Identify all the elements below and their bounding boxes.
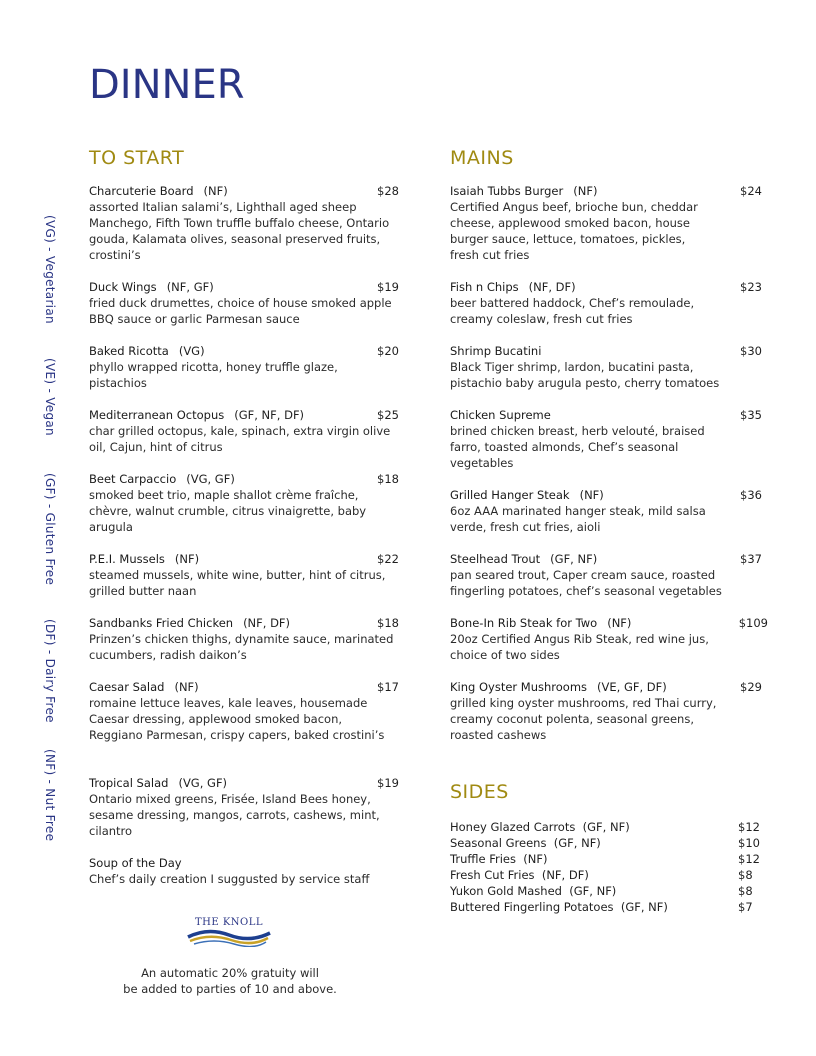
item-name: Truffle Fries xyxy=(450,852,516,866)
item-name: Fish n Chips xyxy=(450,280,519,294)
item-description: Certified Angus beef, brioche bun, cheddar cheese, applewood smoked bacon, house burger sauce, lettuce, tomatoes, pickles, fresh cut fries xyxy=(450,200,698,262)
item-tags: (NF) xyxy=(579,488,604,502)
item-name: Buttered Fingerling Potatoes xyxy=(450,900,614,914)
the-knoll-logo xyxy=(186,913,272,947)
item-tags: (GF, NF, DF) xyxy=(234,408,305,422)
to-start-heading: TO START xyxy=(89,147,185,169)
item-name: Mediterranean Octopus xyxy=(89,408,225,422)
item-name: Yukon Gold Mashed xyxy=(450,884,562,898)
item-name: Soup of the Day xyxy=(89,856,182,870)
menu-item xyxy=(89,183,399,263)
menu-item xyxy=(450,679,762,743)
item-name: Bone-In Rib Steak for Two xyxy=(450,616,598,630)
item-tags: (GF, NF) xyxy=(550,552,598,566)
side-item xyxy=(450,867,760,883)
menu-item xyxy=(450,615,768,663)
menu-item xyxy=(89,279,399,327)
menu-item xyxy=(89,343,399,391)
item-tags: (GF, NF) xyxy=(582,820,630,834)
menu-item xyxy=(89,471,399,535)
menu-item xyxy=(89,775,399,839)
item-price: $18 xyxy=(377,616,399,630)
item-description: steamed mussels, white wine, butter, hint of citrus, grilled butter naan xyxy=(89,568,386,598)
item-tags: (NF) xyxy=(203,184,228,198)
item-price: $25 xyxy=(377,408,399,422)
item-price: $18 xyxy=(377,472,399,486)
item-description: Black Tiger shrimp, lardon, bucatini pasta, pistachio baby arugula pesto, cherry tomatoes xyxy=(450,360,720,390)
item-price: $28 xyxy=(377,184,399,198)
item-description: 6oz AAA marinated hanger steak, mild salsa verde, fresh cut fries, aioli xyxy=(450,504,706,534)
item-description: romaine lettuce leaves, kale leaves, housemade Caesar dressing, applewood smoked bacon, Reggiano Parmesan, crispy capers, baked crostini’s xyxy=(89,696,385,742)
item-tags: (NF) xyxy=(607,616,632,630)
item-tags: (NF) xyxy=(174,680,199,694)
item-description: char grilled octopus, kale, spinach, extra virgin olive oil, Cajun, hint of citrus xyxy=(89,424,391,454)
menu-item xyxy=(450,487,762,535)
item-price: $35 xyxy=(740,408,762,422)
item-name: Isaiah Tubbs Burger xyxy=(450,184,564,198)
item-name: Duck Wings xyxy=(89,280,157,294)
item-tags: (VG) xyxy=(178,344,205,358)
item-tags: (VG, GF) xyxy=(178,776,228,790)
item-price: $109 xyxy=(738,616,768,630)
logo-text: THE KNOLL xyxy=(194,917,264,928)
page-title: DINNER xyxy=(89,62,245,108)
menu-item xyxy=(450,279,762,327)
menu-item xyxy=(89,679,399,743)
item-name: Fresh Cut Fries xyxy=(450,868,535,882)
item-name: Sandbanks Fried Chicken xyxy=(89,616,234,630)
side-item xyxy=(450,835,760,851)
item-name: King Oyster Mushrooms xyxy=(450,680,588,694)
item-name: Seasonal Greens xyxy=(450,836,547,850)
item-description: grilled king oyster mushrooms, red Thai curry, creamy coconut polenta, seasonal greens, roasted cashews xyxy=(450,696,717,742)
sides-list xyxy=(450,819,760,915)
item-description: assorted Italian salami’s, Lighthall aged sheep Manchego, Fifth Town truffle buffalo cheese, Ontario gouda, Kalamata olives, seasonal preserved fruits, crostini’s xyxy=(89,200,390,262)
item-description: smoked beet trio, maple shallot crème fraîche, chèvre, walnut crumble, citrus vinaigrette, baby arugula xyxy=(89,488,367,534)
item-name: Steelhead Trout xyxy=(450,552,541,566)
item-description: brined chicken breast, herb velouté, braised farro, toasted almonds, Chef’s seasonal vegetables xyxy=(450,424,705,470)
item-description: Prinzen’s chicken thighs, dynamite sauce, marinated cucumbers, radish daikon’s xyxy=(89,632,394,662)
item-name: Tropical Salad xyxy=(89,776,169,790)
item-tags: (NF, GF) xyxy=(166,280,214,294)
item-tags: (NF) xyxy=(573,184,598,198)
item-tags: (NF) xyxy=(174,552,200,566)
item-description: phyllo wrapped ricotta, honey truffle glaze, pistachios xyxy=(89,360,338,390)
item-tags: (GF, NF) xyxy=(620,900,668,914)
item-price: $37 xyxy=(740,552,762,566)
item-description: fried duck drumettes, choice of house smoked apple BBQ sauce or garlic Parmesan sauce xyxy=(89,296,392,326)
item-name: Baked Ricotta xyxy=(89,344,169,358)
legend-vegetarian: (VG) - Vegetarian xyxy=(43,215,57,324)
item-description: pan seared trout, Caper cream sauce, roasted fingerling potatoes, chef’s seasonal vegetables xyxy=(450,568,722,598)
menu-item xyxy=(450,183,762,263)
menu-item xyxy=(89,407,399,455)
side-item xyxy=(450,899,760,915)
menu-item xyxy=(89,551,399,599)
sides-heading: SIDES xyxy=(450,781,509,803)
item-name: Grilled Hanger Steak xyxy=(450,488,570,502)
item-description: beer battered haddock, Chef’s remoulade, creamy coleslaw, fresh cut fries xyxy=(450,296,695,326)
item-tags: (VG, GF) xyxy=(186,472,235,486)
item-price: $19 xyxy=(377,776,399,790)
gratuity-line-1: An automatic 20% gratuity will xyxy=(141,966,319,980)
item-name: Caesar Salad xyxy=(89,680,165,694)
gratuity-line-2: be added to parties of 10 and above. xyxy=(123,982,337,996)
side-item xyxy=(450,819,760,835)
item-price: $22 xyxy=(377,552,399,566)
item-price: $19 xyxy=(377,280,399,294)
side-item xyxy=(450,851,760,867)
item-name: Charcuterie Board xyxy=(89,184,194,198)
item-description: Ontario mixed greens, Frisée, Island Bees honey, sesame dressing, mangos, carrots, cashews, mint, cilantro xyxy=(89,792,380,838)
item-price: $23 xyxy=(740,280,762,294)
menu-item xyxy=(450,343,762,391)
item-price: $17 xyxy=(377,680,399,694)
item-price: $29 xyxy=(740,680,762,694)
item-name: Beet Carpaccio xyxy=(89,472,177,486)
legend-vegan: (VE) - Vegan xyxy=(43,358,57,436)
menu-item xyxy=(450,551,762,599)
menu-item xyxy=(89,615,399,663)
item-price: $12 xyxy=(738,820,760,834)
item-price: $8 xyxy=(738,884,753,898)
item-name: Chicken Supreme xyxy=(450,408,551,422)
item-price: $24 xyxy=(740,184,762,198)
item-tags: (NF, DF) xyxy=(528,280,576,294)
item-description: 20oz Certified Angus Rib Steak, red wine jus, choice of two sides xyxy=(450,632,709,662)
item-tags: (VE, GF, DF) xyxy=(597,680,667,694)
item-price: $20 xyxy=(377,344,399,358)
item-price: $7 xyxy=(738,900,753,914)
dietary-legend xyxy=(43,215,59,845)
item-name: P.E.I. Mussels xyxy=(89,552,165,566)
item-price: $30 xyxy=(740,344,762,358)
item-tags: (GF, NF) xyxy=(553,836,601,850)
item-name: Shrimp Bucatini xyxy=(450,344,542,358)
menu-item xyxy=(450,407,762,471)
item-price: $10 xyxy=(738,836,760,850)
logo-graphic xyxy=(186,913,272,947)
item-price: $36 xyxy=(740,488,762,502)
side-item xyxy=(450,883,760,899)
item-price: $8 xyxy=(738,868,753,882)
gratuity-note xyxy=(100,965,360,997)
item-tags: (GF, NF) xyxy=(569,884,617,898)
item-tags: (NF, DF) xyxy=(243,616,291,630)
item-tags: (NF) xyxy=(523,852,548,866)
legend-dairy-free: (DF) - Dairy Free xyxy=(43,619,57,723)
legend-nut-free: (NF) - Nut Free xyxy=(43,749,57,842)
legend-gluten-free: (GF) - Gluten Free xyxy=(43,473,57,586)
item-name: Honey Glazed Carrots xyxy=(450,820,576,834)
item-tags: (NF, DF) xyxy=(541,868,589,882)
item-price: $12 xyxy=(738,852,760,866)
mains-heading: MAINS xyxy=(450,147,514,169)
menu-item xyxy=(89,855,399,887)
item-description: Chef’s daily creation I suggusted by service staff xyxy=(89,872,370,886)
